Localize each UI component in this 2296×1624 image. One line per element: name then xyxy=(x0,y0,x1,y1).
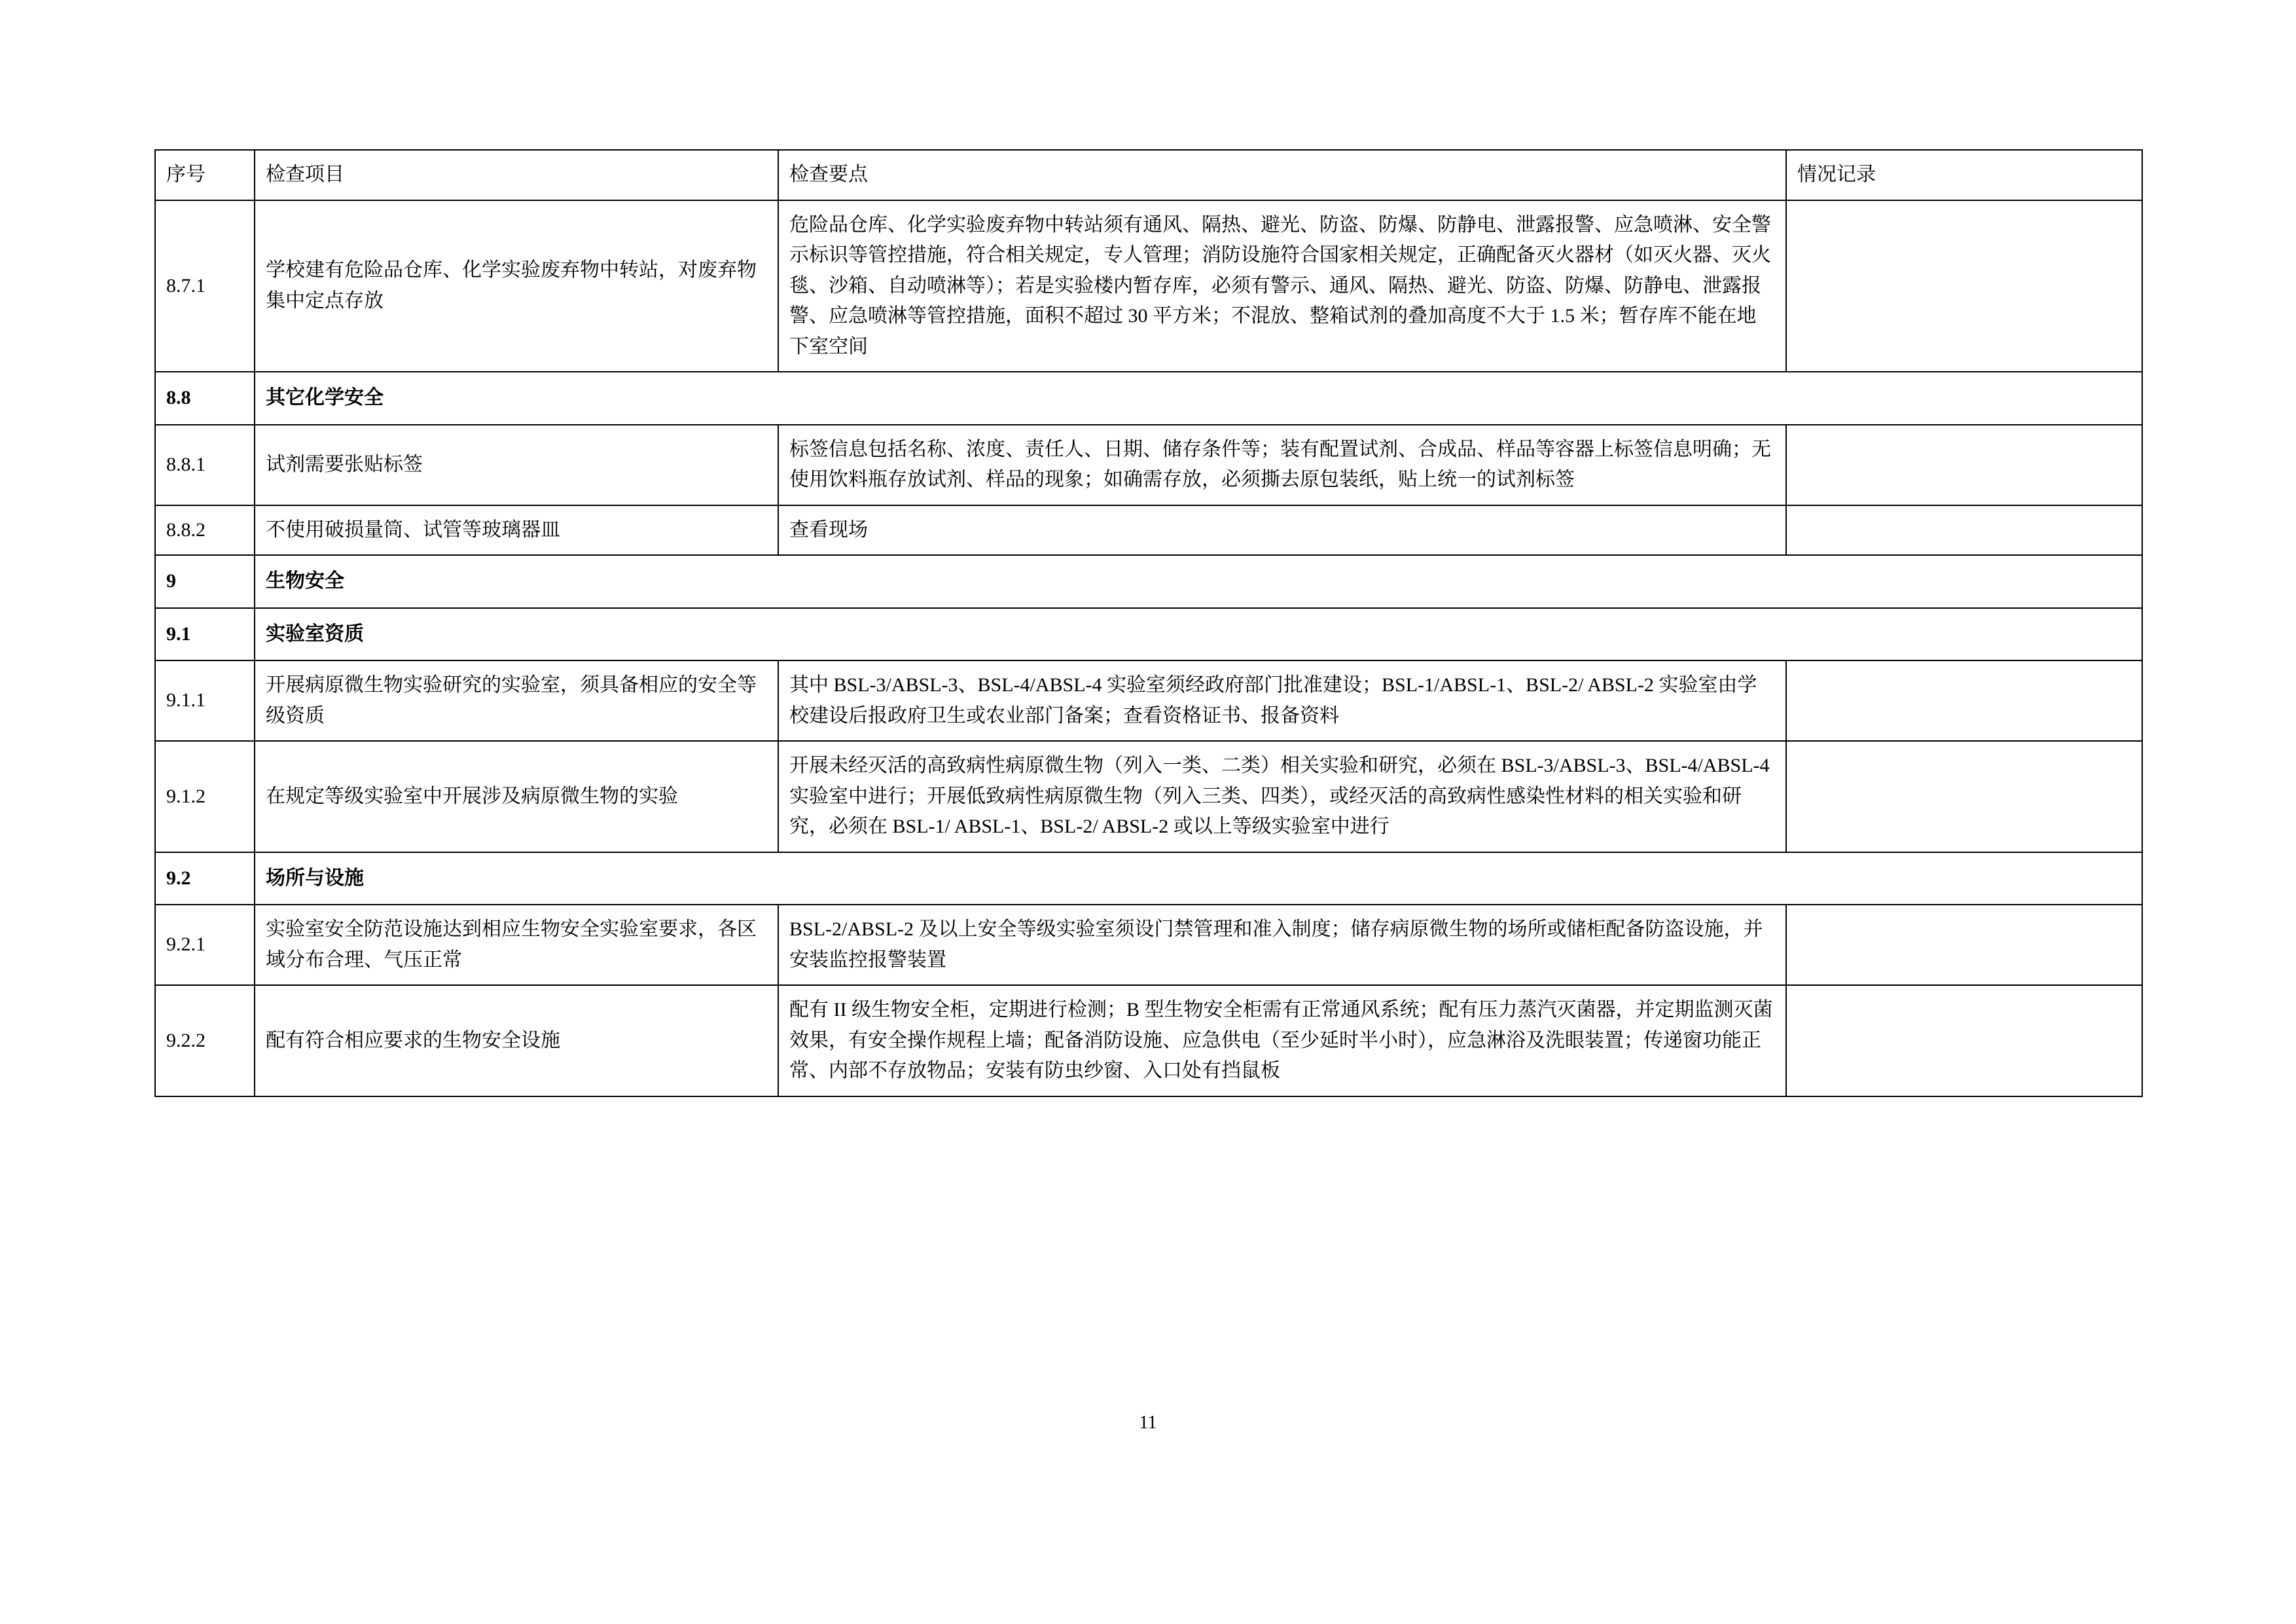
table-row xyxy=(155,200,2142,372)
row-item: 配有符合相应要求的生物安全设施 xyxy=(255,985,778,1096)
row-points: 危险品仓库、化学实验废弃物中转站须有通风、隔热、避光、防盗、防爆、防静电、泄露报警、应急喷淋、安全警示标识等管控措施，符合相关规定，专人管理；消防设施符合国家相关规定，正确配备灭火器材（如灭火器、灭火毯、沙箱、自动喷淋等）；若是实验楼内暂存库，必须有警示、通风、隔热、避光、防盗、防爆、防静电、泄露报警、应急喷淋等管控措施，面积不超过 30 平方米；不混放、整箱试剂的叠加高度不大于 1.5 米；暂存库不能在地下室空间 xyxy=(778,200,1786,372)
column-header-no: 序号 xyxy=(155,150,255,200)
row-section-title: 其它化学安全 xyxy=(255,372,2142,425)
row-section-title: 实验室资质 xyxy=(255,608,2142,661)
row-item: 实验室安全防范设施达到相应生物安全实验室要求，各区域分布合理、气压正常 xyxy=(255,905,778,985)
row-section-title: 生物安全 xyxy=(255,555,2142,608)
row-record xyxy=(1786,905,2142,985)
row-item: 学校建有危险品仓库、化学实验废弃物中转站，对废弃物集中定点存放 xyxy=(255,200,778,372)
row-no: 9.1.2 xyxy=(155,741,255,852)
row-item: 在规定等级实验室中开展涉及病原微生物的实验 xyxy=(255,741,778,852)
table-body xyxy=(155,200,2142,1096)
inspection-checklist-table xyxy=(154,149,2143,1097)
row-record xyxy=(1786,505,2142,556)
column-header-record: 情况记录 xyxy=(1786,150,2142,200)
table-row xyxy=(155,985,2142,1096)
row-no: 9.2 xyxy=(155,852,255,905)
table-row xyxy=(155,505,2142,556)
row-points: BSL-2/ABSL-2 及以上安全等级实验室须设门禁管理和准入制度；储存病原微生物的场所或储柜配备防盗设施，并安装监控报警装置 xyxy=(778,905,1786,985)
row-record xyxy=(1786,425,2142,505)
row-points: 查看现场 xyxy=(778,505,1786,556)
row-record xyxy=(1786,985,2142,1096)
row-points: 配有 II 级生物安全柜，定期进行检测；B 型生物安全柜需有正常通风系统；配有压力蒸汽灭菌器，并定期监测灭菌效果，有安全操作规程上墙；配备消防设施、应急供电（至少延时半小时），应急淋浴及洗眼装置；传递窗功能正常、内部不存放物品；安装有防虫纱窗、入口处有挡鼠板 xyxy=(778,985,1786,1096)
column-header-points: 检查要点 xyxy=(778,150,1786,200)
table-section-row xyxy=(155,555,2142,608)
row-no: 9.1 xyxy=(155,608,255,661)
row-item: 开展病原微生物实验研究的实验室，须具备相应的安全等级资质 xyxy=(255,660,778,741)
row-points: 标签信息包括名称、浓度、责任人、日期、储存条件等；装有配置试剂、合成品、样品等容器上标签信息明确；无使用饮料瓶存放试剂、样品的现象；如确需存放，必须撕去原包装纸，贴上统一的试剂标签 xyxy=(778,425,1786,505)
table-section-row xyxy=(155,608,2142,661)
row-item: 试剂需要张贴标签 xyxy=(255,425,778,505)
table-row xyxy=(155,741,2142,852)
table-row xyxy=(155,660,2142,741)
table-row xyxy=(155,905,2142,985)
row-record xyxy=(1786,741,2142,852)
row-no: 9.2.2 xyxy=(155,985,255,1096)
table-section-row xyxy=(155,372,2142,425)
row-item: 不使用破损量筒、试管等玻璃器皿 xyxy=(255,505,778,556)
row-no: 9 xyxy=(155,555,255,608)
page-number: 11 xyxy=(1139,1413,1157,1433)
row-no: 9.2.1 xyxy=(155,905,255,985)
row-no: 8.7.1 xyxy=(155,200,255,372)
table-section-row xyxy=(155,852,2142,905)
row-record xyxy=(1786,660,2142,741)
row-points: 开展未经灭活的高致病性病原微生物（列入一类、二类）相关实验和研究，必须在 BSL-3/ABSL-3、BSL-4/ABSL-4 实验室中进行；开展低致病性病原微生物（列入三类、四类），或经灭活的高致病性感染性材料的相关实验和研究，必须在 BSL-1/ ABSL-1、BSL-2/ ABSL-2 或以上等级实验室中进行 xyxy=(778,741,1786,852)
table-header-row xyxy=(155,150,2142,200)
row-points: 其中 BSL-3/ABSL-3、BSL-4/ABSL-4 实验室须经政府部门批准建设；BSL-1/ABSL-1、BSL-2/ ABSL-2 实验室由学校建设后报政府卫生或农业部门备案；查看资格证书、报备资料 xyxy=(778,660,1786,741)
column-header-item: 检查项目 xyxy=(255,150,778,200)
row-record xyxy=(1786,200,2142,372)
row-no: 8.8.2 xyxy=(155,505,255,556)
row-no: 8.8.1 xyxy=(155,425,255,505)
table-header xyxy=(155,150,2142,200)
table-row xyxy=(155,425,2142,505)
row-section-title: 场所与设施 xyxy=(255,852,2142,905)
row-no: 9.1.1 xyxy=(155,660,255,741)
row-no: 8.8 xyxy=(155,372,255,425)
